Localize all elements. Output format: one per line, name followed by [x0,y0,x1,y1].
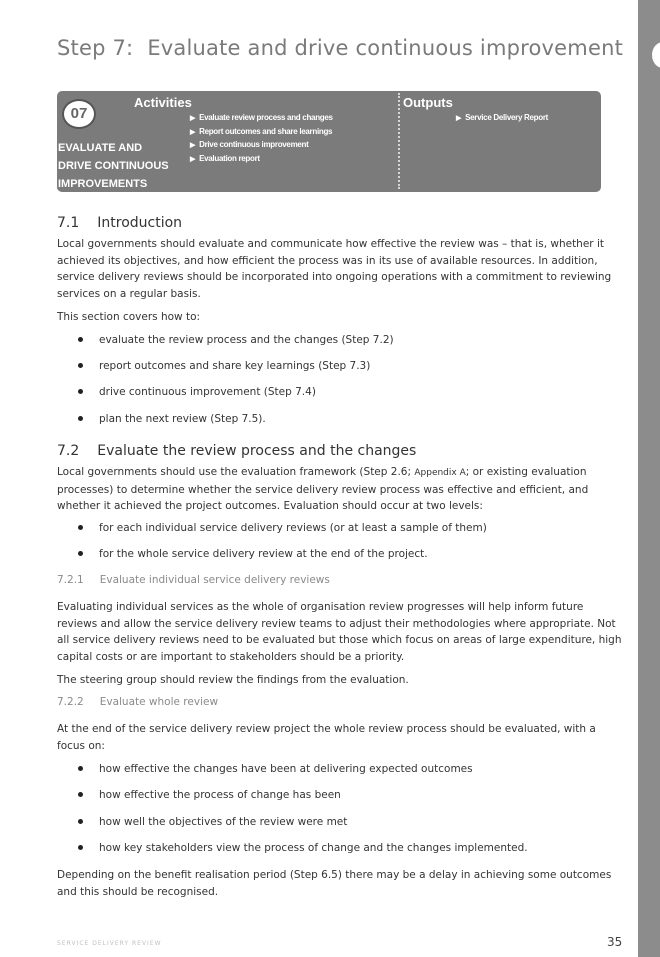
activities-list [190,112,333,166]
step-title: Evaluate and drive continuous improvement [147,36,624,60]
activities-heading: Activities [134,95,192,110]
bullet-icon [78,819,83,824]
bullet-item [78,789,341,801]
paragraph: At the end of the service delivery review project the whole review process should be evaluated, with a focus on: [57,723,596,752]
section-heading-7-1 [57,215,182,231]
paragraph: Depending on the benefit realisation period (Step 6.5) there may be a delay in achieving some outcomes and this should be recognised. [57,869,612,898]
subsection-heading-7-2-2 [57,696,218,708]
bullet-text: report outcomes and share key learnings (Step 7.3) [99,360,371,372]
paragraph: Evaluating individual services as the whole of organisation review progresses will help inform future reviews and allow the service delivery review teams to adjust their methodologies where appropriate. Not all service delivery reviews need to be evaluated but those which focus on areas of large expenditure, high capital costs or are important to stakeholders should be a priority. [57,601,622,663]
paragraph-text: Local governments should use the evaluation framework (Step 2.6; [57,466,415,478]
section-title: Evaluate the review process and the changes [97,443,417,459]
bullet-icon [78,551,83,556]
bullet-item [78,548,428,560]
side-margin-bar [638,0,660,957]
bullet-icon [78,389,83,394]
bullet-icon [78,792,83,797]
paragraph [57,464,622,515]
bullet-icon [78,766,83,771]
step-name [58,139,198,193]
bullet-icon [78,845,83,850]
paragraph: This section covers how to: [57,311,201,323]
section-number: 7.1 [57,215,80,231]
bullet-text: for each individual service delivery reviews (or at least a sample of them) [99,522,487,534]
bullet-item [78,413,266,425]
outputs-heading: Outputs [403,95,453,110]
bullet-text: evaluate the review process and the changes (Step 7.2) [99,334,394,346]
bullet-text: for the whole service delivery review at the end of the project. [99,548,428,560]
bullet-text: how effective the changes have been at delivering expected outcomes [99,763,473,775]
subsection-heading-7-2-1 [57,574,330,586]
bullet-icon [78,337,83,342]
bullet-text: how well the objectives of the review were met [99,816,348,828]
step-name-line: IMPROVEMENTS [58,178,148,190]
section-number: 7.2 [57,443,80,459]
page-number: 35 [607,935,623,949]
bullet-item [78,360,370,372]
bullet-item [78,842,528,854]
step-summary-banner [57,91,601,192]
bullet-text: how effective the process of change has been [99,789,341,801]
footer-title: SERVICE DELIVERY REVIEW [57,940,162,947]
bullet-item [78,386,316,398]
activity-item: ▶ Evaluate review process and changes [190,112,333,126]
step-badge: 07 [62,99,96,129]
subsection-number: 7.2.1 [57,574,84,586]
bullet-text: drive continuous improvement (Step 7.4) [99,386,316,398]
page-title [57,36,623,60]
bullet-item [78,816,347,828]
paragraph: Local governments should evaluate and communicate how effective the review was – that is, whether it achieved its objectives, and how efficient the process was in its use of available resources. In addition, service delivery reviews should be incorporated into ongoing operations with a commitment to reviewing services on a regular basis. [57,238,612,300]
activity-item: ▶ Report outcomes and share learnings [190,126,333,140]
activity-item: ▶ Drive continuous improvement [190,139,333,153]
bullet-icon [78,363,83,368]
step-name-line: EVALUATE AND [58,142,143,154]
output-item: ▶ Service Delivery Report [456,112,548,126]
step-name-line: DRIVE CONTINUOUS [58,160,169,172]
step-number: Step 7: [57,36,134,60]
bullet-item [78,763,473,775]
bullet-icon [78,416,83,421]
bullet-item [78,522,487,534]
section-title: Introduction [97,215,183,231]
appendix-reference: Appendix A [414,468,466,478]
paragraph-text: ; or existing evaluation processes) to determine whether the service delivery review process was effective and efficient, and whether it achieved the project outcomes. Evaluation should occur at two levels: [57,466,589,512]
activity-item: ▶ Evaluation report [190,153,333,167]
bullet-text: plan the next review (Step 7.5). [99,413,266,425]
paragraph: The steering group should review the findings from the evaluation. [57,674,409,686]
section-heading-7-2 [57,443,416,459]
bullet-icon [78,525,83,530]
subsection-title: Evaluate individual service delivery reviews [99,574,330,586]
outputs-list [456,112,548,126]
bullet-item [78,334,394,346]
banner-divider [398,93,400,189]
bullet-text: how key stakeholders view the process of change and the changes implemented. [99,842,528,854]
subsection-number: 7.2.2 [57,696,84,708]
subsection-title: Evaluate whole review [99,696,219,708]
